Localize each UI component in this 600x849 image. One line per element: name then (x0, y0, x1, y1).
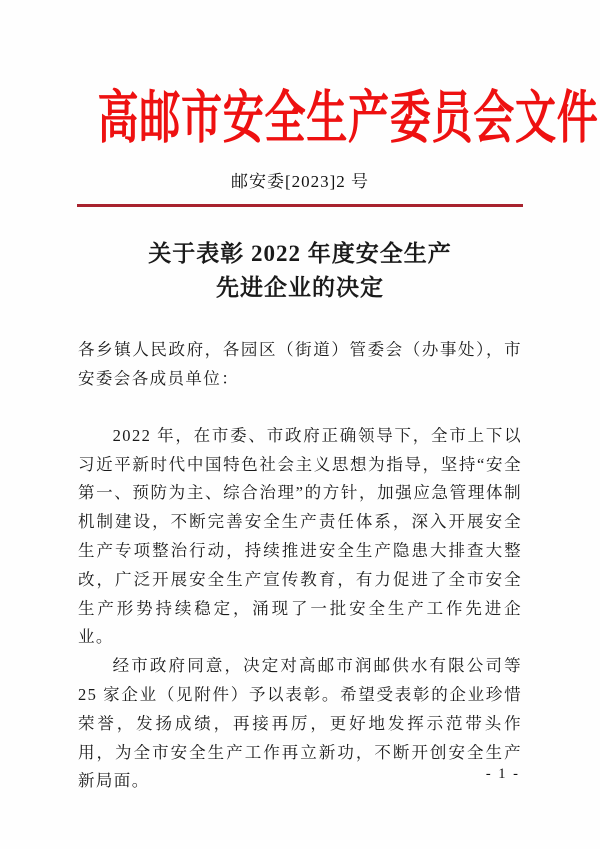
document-title-line1: 关于表彰 2022 年度安全生产 (148, 241, 452, 267)
document-header (0, 88, 600, 151)
body-paragraph-1: 2022 年，在市委、市政府正确领导下，全市上下以习近平新时代中国特色社会主义思想为指导，坚持“安全第一、预防为主、综合治理”的方针，加强应急管理体制机制建设，不断完善安全生产责任体系，深入开展安全生产专项整治行动，持续推进安全生产隐患大排查大整改，广泛开展安全生产宣传教育，有力促进了全市安全生产形势持续稳定，涌现了一批安全生产工作先进企业。 (78, 425, 522, 647)
red-header-title: 高邮市安全生产委员会文件 (97, 87, 599, 150)
page-number: - 1 - (485, 766, 520, 782)
document-title-line2: 先进企业的决定 (216, 275, 384, 301)
document-title (60, 237, 540, 305)
salutation: 各乡镇人民政府，各园区（街道）管委会（办事处），市安委会各成员单位： (78, 340, 522, 388)
body-paragraph-2: 经市政府同意，决定对高邮市润邮供水有限公司等 25 家企业（见附件）予以表彰。希望受表彰的企业珍惜荣誉，发扬成绩，再接再厉，更好地发挥示范带头作用，为全市安全生产工作再立新功，不断开创安全生产新局面。 (78, 656, 522, 791)
document-body (78, 336, 522, 796)
red-divider-line (77, 204, 523, 208)
document-number: 邮安委[2023]2 号 (230, 171, 370, 191)
